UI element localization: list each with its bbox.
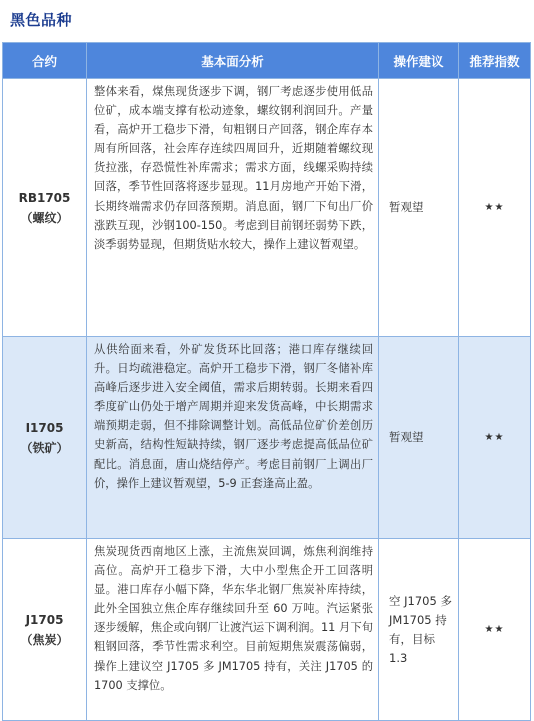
table-row-rb1705 [3,79,531,337]
header-rating: 推荐指数 [459,43,531,79]
contract-code: RB1705 [18,190,71,205]
analysis-cell: 整体来看，煤焦现货逐步下调，钢厂考虑逐步使用低品位矿，成本端支撑有松动迹象，螺纹钢利润回升。产量看，高炉开工稳步下滑，旬粗钢日产回落，钢企库存本周有所回落，社会库存连续四周回升，近期随着螺纹现货拉涨，存恐慌性补库需求；需求方面，线螺采购持续回落，季节性回落将逐步显现。11月房地产开始下滑，长期终端需求仍存回落预期。消息面，钢厂下旬出厂价涨跌互现，沙钢100-150。考虑到目前钢坯弱势下跌，淡季弱势显现，但期货贴水较大，操作上建议暂观望。 [87,79,379,337]
contract-name: （螺纹） [20,210,69,225]
contract-code: I1705 [25,420,64,435]
header-contract: 合约 [3,43,87,79]
rating-stars: ★★ [459,337,531,539]
contract-cell [3,539,87,721]
contract-code: J1705 [25,612,64,627]
advice-cell: 暂观望 [379,79,459,337]
contract-name: （焦炭） [20,632,69,647]
advice-cell: 空 J1705 多 JM1705 持有，目标 1.3 [379,539,459,721]
rating-stars: ★★ [459,79,531,337]
contract-name: （铁矿） [20,440,69,455]
table-header-row [3,43,531,79]
contract-cell [3,79,87,337]
table-row-i1705 [3,337,531,539]
advice-cell: 暂观望 [379,337,459,539]
recommendation-table [2,42,531,721]
contract-cell [3,337,87,539]
table-row-j1705 [3,539,531,721]
header-advice: 操作建议 [379,43,459,79]
rating-stars: ★★ [459,539,531,721]
section-title: 黑色品种 [10,11,73,29]
analysis-cell: 焦炭现货西南地区上涨，主流焦炭回调，炼焦利润维持高位。高炉开工稳步下滑，大中小型焦企开工回落明显。港口库存小幅下降，华东华北钢厂焦炭补库持续，此外全国独立焦企库存继续回升至 60 万吨。汽运紧张逐步缓解，焦企或向钢厂让渡汽运下调利润。11 月下旬粗钢回落，季节性需求利空。目前短期焦炭震荡偏弱，操作上建议空 J1705 多 JM1705 持有，关注 J1705 的 1700 支撑位。 [87,539,379,721]
header-analysis: 基本面分析 [87,43,379,79]
analysis-cell: 从供给面来看，外矿发货环比回落；港口库存继续回升。日均疏港稳定。高炉开工稳步下滑，钢厂冬储补库高峰后逐步进入安全阈值，需求后期转弱。长期来看四季度矿山仍处于增产周期并迎来发货高峰，中长期需求端预期走弱，但不排除调整计划。高低品位矿价差创历史新高，结构性短缺持续，钢厂逐步考虑提高低品位矿配比。消息面，唐山烧结停产。考虑目前钢厂上调出厂价，操作上建议暂观望，5-9 正套逢高止盈。 [87,337,379,539]
